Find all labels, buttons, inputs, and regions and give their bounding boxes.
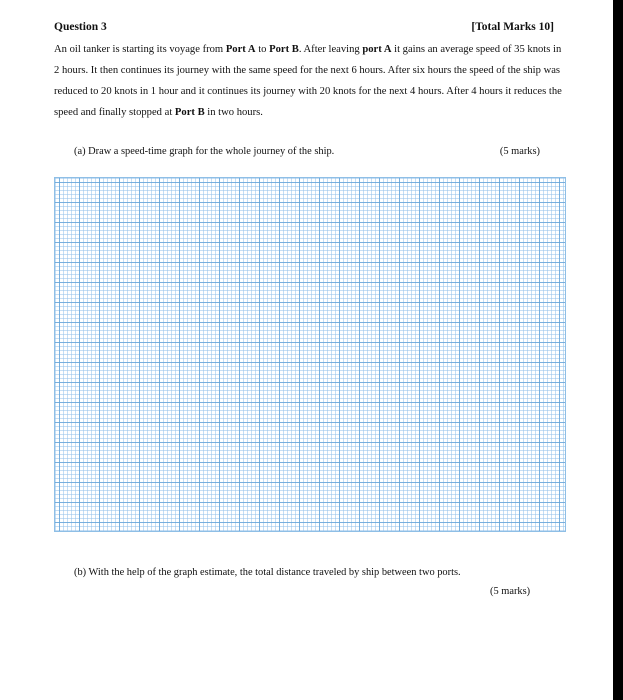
- question-text-segment: . After leaving: [298, 44, 363, 55]
- port-a-label: Port A: [225, 44, 256, 55]
- question-text-segment: An oil tanker is starting its voyage from: [54, 44, 226, 55]
- part-a: [74, 146, 540, 162]
- question-text-segment: it gains an average speed of 35 knots in 2 hours. It then continues its journey with the same speed for the next 6 hours. After six hours the speed of the ship was reduced to 20 knots in 1 hour and it continues its journey with 20 knots for the next 4 hours. After 4 hours it reduces the speed and finally stopped at: [54, 44, 562, 118]
- graph-paper-grid: [54, 177, 566, 532]
- question-text-segment: to: [255, 44, 270, 55]
- port-a-label: port A: [362, 44, 392, 55]
- total-marks: [Total Marks 10]: [471, 21, 554, 33]
- part-b-marks: (5 marks): [490, 586, 531, 597]
- question-text: [54, 39, 568, 123]
- part-a-marks: (5 marks): [499, 146, 540, 157]
- question-text-segment: in two hours.: [204, 107, 263, 118]
- port-b-label: Port B: [269, 44, 299, 55]
- part-b-instruction: (b) With the help of the graph estimate, the total distance traveled by ship between two ports.: [74, 567, 461, 578]
- question-title: Question 3: [54, 21, 107, 33]
- port-b-label: Port B: [174, 107, 205, 118]
- question-header: [54, 21, 554, 39]
- part-a-instruction: (a) Draw a speed-time graph for the whole journey of the ship.: [74, 146, 335, 157]
